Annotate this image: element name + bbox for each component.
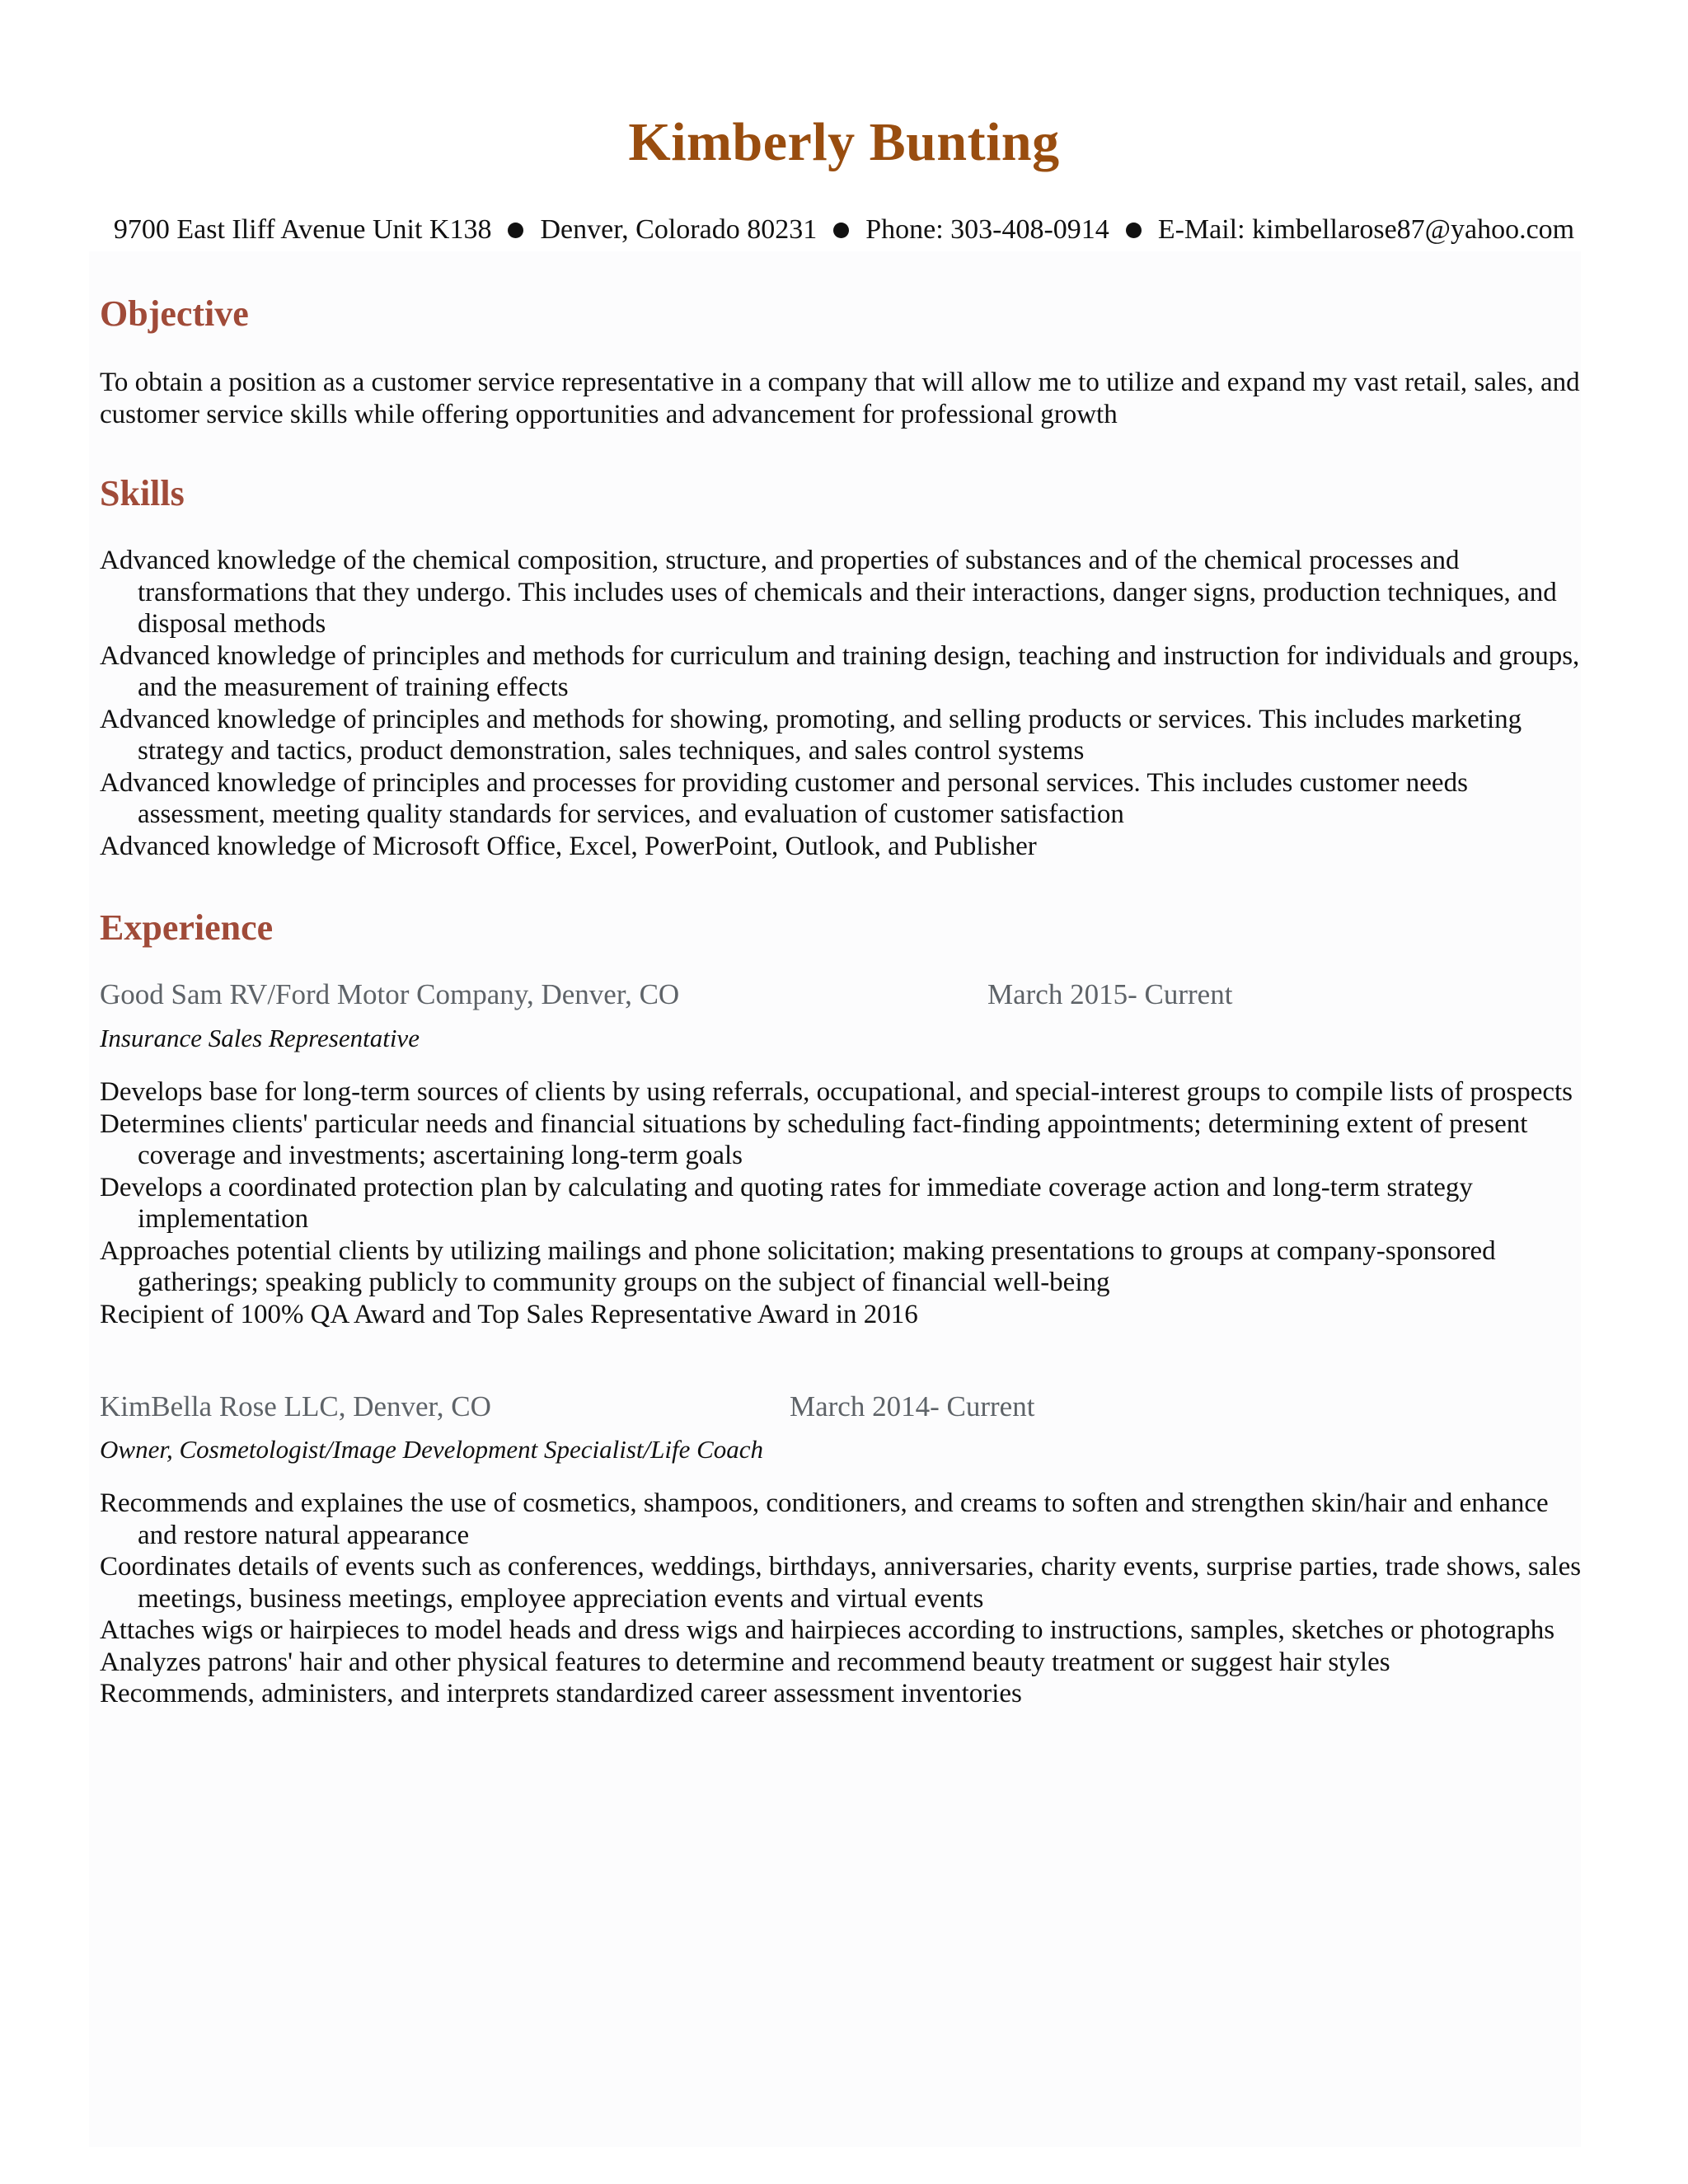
duty-item: Recipient of 100% QA Award and Top Sales Representative Award in 2016 [100,1299,918,1329]
bullet-separator-icon [833,223,849,238]
duty-item: Analyzes patrons' hair and other physical features to determine and recommend beauty treatment or suggest hair styles [100,1647,1390,1677]
duty-item: Approaches potential clients by utilizing mailings and phone solicitation; making presentations to groups at company-sponsored gatherings; speaking publicly to community groups on the subject of financial well-being [100,1235,1496,1297]
skill-item: Advanced knowledge of principles and methods for curriculum and training design, teaching and instruction for individuals and groups, and the measurement of training effects [100,640,1580,702]
bullet-separator-icon [1126,223,1142,238]
job-company: KimBella Rose LLC, Denver, CO [100,1390,491,1422]
duty-item: Develops a coordinated protection plan by calculating and quoting rates for immediate coverage action and long-term strategy implementation [100,1172,1473,1234]
contact-email: E-Mail: kimbellarose87@yahoo.com [1157,214,1575,245]
objective-heading: Objective [100,293,249,334]
duty-item: Recommends, administers, and interprets standardized career assessment inventories [100,1679,1022,1708]
objective-text: To obtain a position as a customer service representative in a company that will allow me to utilize and expand my vast retail, sales, and customer service skills while offering opportunities and advancement for professional growth [100,368,1580,429]
duty-item: Coordinates details of events such as conferences, weddings, birthdays, anniversaries, charity events, surprise parties, trade shows, sales meetings, business meetings, employee appreciation events and virtual events [100,1552,1582,1614]
job-role: Insurance Sales Representative [100,1024,420,1052]
skill-item: Advanced knowledge of the chemical composition, structure, and properties of substances and of the chemical processes and transformations that they undergo. This includes uses of chemicals and their interactions, danger signs, production techniques, and disposal methods [100,546,1557,639]
bullet-separator-icon [508,223,523,238]
duty-item: Develops base for long-term sources of clients by using referrals, occupational, and special-interest groups to compile lists of prospects [100,1077,1573,1107]
job-dates: March 2014- Current [790,1390,1035,1422]
skill-item: Advanced knowledge of principles and methods for showing, promoting, and selling products or services. This includes marketing strategy and tactics, product demonstration, sales techniques, and sales control systems [100,704,1522,766]
job-duties-list [100,1076,1592,1330]
duty-item: Determines clients' particular needs and financial situations by scheduling fact-finding appointments; determining extent of present coverage and investments; ascertaining long-term goals [100,1108,1528,1170]
duty-item: Attaches wigs or hairpieces to model heads and dress wigs and hairpieces according to instructions, samples, sketches or photographs [100,1615,1555,1645]
experience-heading: Experience [100,907,274,948]
job-duties-list [100,1488,1592,1710]
skill-item: Advanced knowledge of principles and processes for providing customer and personal services. This includes customer needs assessment, meeting quality standards for services, and evaluation of customer satisfaction [100,767,1468,829]
job-role: Owner, Cosmetologist/Image Development Specialist/Life Coach [100,1435,764,1464]
contact-city: Denver, Colorado 80231 [540,214,818,245]
skills-heading: Skills [100,473,185,513]
job-dates: March 2015- Current [987,978,1233,1010]
contact-phone: Phone: 303-408-0914 [865,214,1109,245]
job-company: Good Sam RV/Ford Motor Company, Denver, CO [100,978,680,1010]
skills-list [100,545,1592,862]
skill-item: Advanced knowledge of Microsoft Office, Excel, PowerPoint, Outlook, and Publisher [100,831,1037,861]
contact-line [0,214,1688,246]
resume-name: Kimberly Bunting [628,112,1060,172]
contact-address: 9700 East Iliff Avenue Unit K138 [113,214,492,245]
duty-item: Recommends and explaines the use of cosmetics, shampoos, conditioners, and creams to soften and strengthen skin/hair and enhance and restore natural appearance [100,1488,1549,1550]
